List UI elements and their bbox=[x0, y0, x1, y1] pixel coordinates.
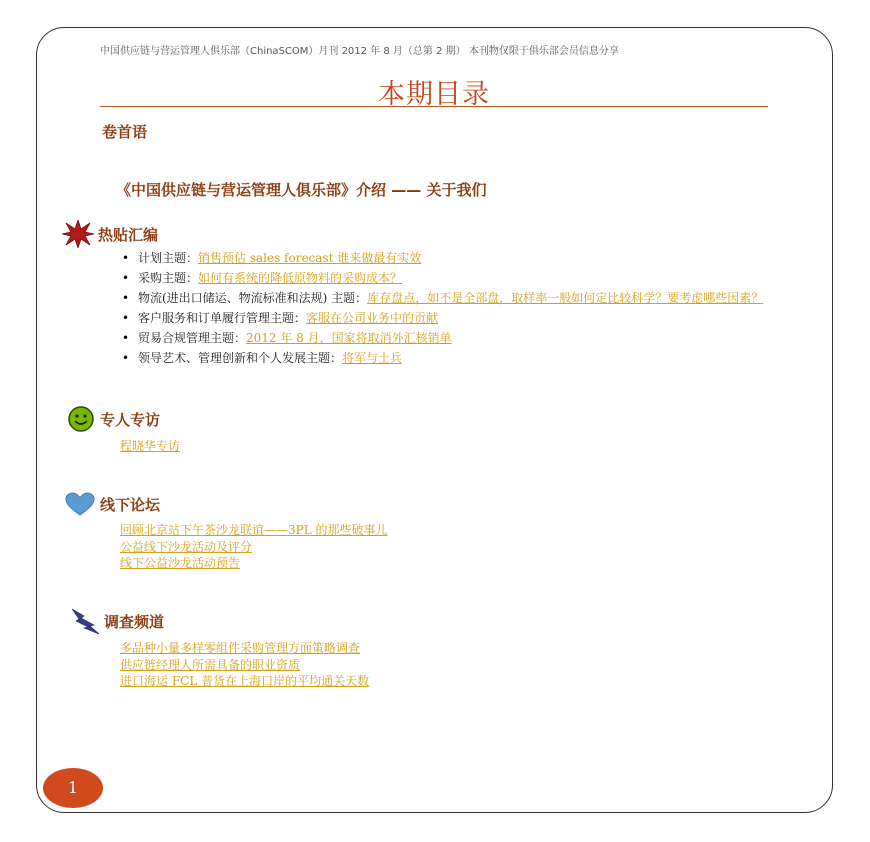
section-forum-title: 线下论坛 bbox=[100, 495, 161, 514]
topic-label: 计划主题： bbox=[138, 251, 199, 265]
topic-label: 采购主题： bbox=[138, 271, 199, 285]
lightning-icon bbox=[70, 607, 100, 635]
topic-link[interactable]: 将军与士兵 bbox=[342, 351, 403, 365]
starburst-icon bbox=[62, 220, 94, 248]
section-interview-heading bbox=[66, 405, 160, 433]
list-item bbox=[118, 311, 778, 326]
survey-link[interactable]: 供应链经理人所需具备的职业资质 bbox=[120, 657, 301, 672]
smiley-icon bbox=[66, 405, 96, 433]
section-survey-title: 调查频道 bbox=[104, 612, 165, 631]
list-item bbox=[118, 251, 778, 266]
section-survey-heading bbox=[70, 607, 164, 635]
hot-topic-list bbox=[118, 251, 778, 371]
preface-heading[interactable]: 卷首语 bbox=[102, 123, 148, 141]
title-divider bbox=[100, 106, 768, 107]
running-header: 中国供应链与营运管理人俱乐部（ChinaSCOM）月刊 2012 年 8 月（总第 2 期） 本刊物仅限于俱乐部会员信息分享 bbox=[100, 46, 619, 57]
forum-link[interactable]: 公益线下沙龙活动及评分 bbox=[120, 539, 253, 554]
page-title: 本期目录 bbox=[378, 79, 490, 110]
topic-link[interactable]: 2012 年 8 月，国家将取消外汇核销单 bbox=[246, 331, 452, 345]
topic-link[interactable]: 如何有系统的降低原物料的采购成本？ bbox=[198, 271, 403, 285]
section-hot-title: 热贴汇编 bbox=[98, 225, 159, 244]
section-forum-heading bbox=[64, 490, 160, 518]
topic-label: 客户服务和订单履行管理主题： bbox=[138, 311, 307, 325]
topic-link[interactable]: 库存盘点，如不是全部盘，取样率一般如何定比较科学？要考虑哪些因素？ bbox=[367, 291, 764, 305]
topic-label: 物流(进出口储运、物流标准和法规) 主题： bbox=[138, 291, 368, 305]
topic-label: 领导艺术、管理创新和个人发展主题： bbox=[138, 351, 343, 365]
forum-link-list bbox=[120, 522, 388, 572]
forum-link[interactable]: 回顾北京站下午茶沙龙联谊——3PL 的那些破事儿 bbox=[120, 523, 388, 537]
page-number-badge: 1 bbox=[43, 768, 103, 808]
interview-link[interactable]: 程晓华专访 bbox=[120, 439, 181, 453]
section-hot-heading bbox=[62, 220, 158, 248]
intro-heading[interactable]: 《中国供应链与营运管理人俱乐部》介绍 —— 关于我们 bbox=[116, 181, 487, 199]
forum-link[interactable]: 线下公益沙龙活动预告 bbox=[120, 556, 241, 570]
survey-link[interactable]: 多品种小量多样零组件采购管理方面策略调查 bbox=[120, 641, 361, 655]
heart-icon bbox=[64, 490, 96, 518]
topic-link[interactable]: 销售预估 sales forecast 谁来做最有实效 bbox=[198, 251, 422, 265]
topic-link[interactable]: 客服在公司业务中的贡献 bbox=[306, 311, 439, 325]
list-item bbox=[118, 271, 778, 286]
list-item bbox=[118, 291, 778, 306]
list-item bbox=[118, 351, 778, 366]
survey-link-list bbox=[120, 640, 369, 690]
topic-label: 贸易合规管理主题： bbox=[138, 331, 247, 345]
survey-link[interactable]: 进口海运 FCL 普货在上海口岸的平均通关天数 bbox=[120, 674, 370, 688]
section-interview-title: 专人专访 bbox=[100, 410, 161, 429]
interview-link-list bbox=[120, 438, 180, 455]
list-item bbox=[118, 331, 778, 346]
